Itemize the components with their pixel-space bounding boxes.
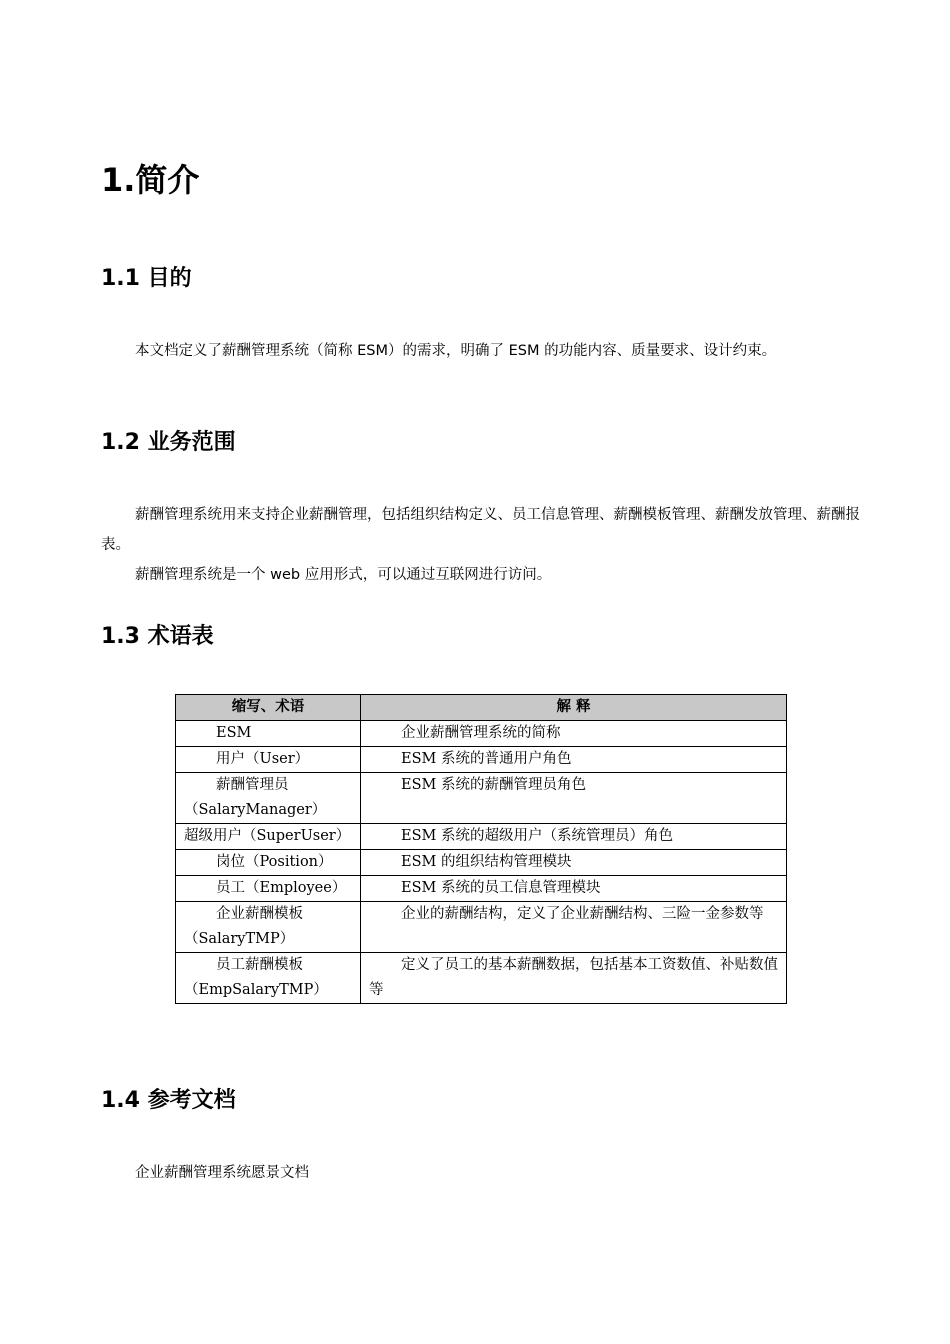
table-row <box>176 824 787 850</box>
definition-cell: ESM 系统的员工信息管理模块 <box>361 876 787 902</box>
table-row <box>176 721 787 747</box>
term-cell: 岗位（Position） <box>176 850 361 876</box>
section-heading-references: 1.4 参考文档 <box>101 1088 236 1113</box>
definition-cell: 企业薪酬管理系统的简称 <box>361 721 787 747</box>
term-cell: 薪酬管理员（SalaryManager） <box>176 773 361 824</box>
chapter-title: 1.简介 <box>101 161 200 199</box>
term-cell: 员工薪酬模板（EmpSalaryTMP） <box>176 953 361 1004</box>
definition-cell: ESM 系统的薪酬管理员角色 <box>361 773 787 824</box>
table-header-row <box>176 695 787 721</box>
glossary-table <box>175 694 787 1004</box>
section-heading-glossary: 1.3 术语表 <box>101 624 214 649</box>
definition-cell: 定义了员工的基本薪酬数据，包括基本工资数值、补贴数值等 <box>361 953 787 1004</box>
table-row <box>176 773 787 824</box>
scope-paragraph-1: 薪酬管理系统用来支持企业薪酬管理，包括组织结构定义、员工信息管理、薪酬模板管理、薪酬发放管理、薪酬报表。 <box>101 507 860 553</box>
definition-cell: ESM 系统的普通用户角色 <box>361 747 787 773</box>
column-header-term: 缩写、术语 <box>176 695 361 721</box>
table-row <box>176 902 787 953</box>
purpose-paragraph: 本文档定义了薪酬管理系统（简称 ESM）的需求，明确了 ESM 的功能内容、质量要求、设计约束。 <box>135 343 777 359</box>
table-row <box>176 876 787 902</box>
definition-cell: ESM 的组织结构管理模块 <box>361 850 787 876</box>
term-cell: 企业薪酬模板（SalaryTMP） <box>176 902 361 953</box>
definition-cell: 企业的薪酬结构，定义了企业薪酬结构、三险一金参数等 <box>361 902 787 953</box>
table-row <box>176 953 787 1004</box>
scope-paragraph-2: 薪酬管理系统是一个 web 应用形式，可以通过互联网进行访问。 <box>135 567 552 583</box>
section-heading-purpose: 1.1 目的 <box>101 266 192 291</box>
term-cell: 员工（Employee） <box>176 876 361 902</box>
table-row <box>176 747 787 773</box>
references-item: 企业薪酬管理系统愿景文档 <box>135 1165 309 1181</box>
definition-cell: ESM 系统的超级用户（系统管理员）角色 <box>361 824 787 850</box>
table-row <box>176 850 787 876</box>
section-heading-scope: 1.2 业务范围 <box>101 430 236 455</box>
term-cell: ESM <box>176 721 361 747</box>
column-header-definition: 解 释 <box>361 695 787 721</box>
term-cell: 超级用户（SuperUser） <box>176 824 361 850</box>
term-cell: 用户（User） <box>176 747 361 773</box>
